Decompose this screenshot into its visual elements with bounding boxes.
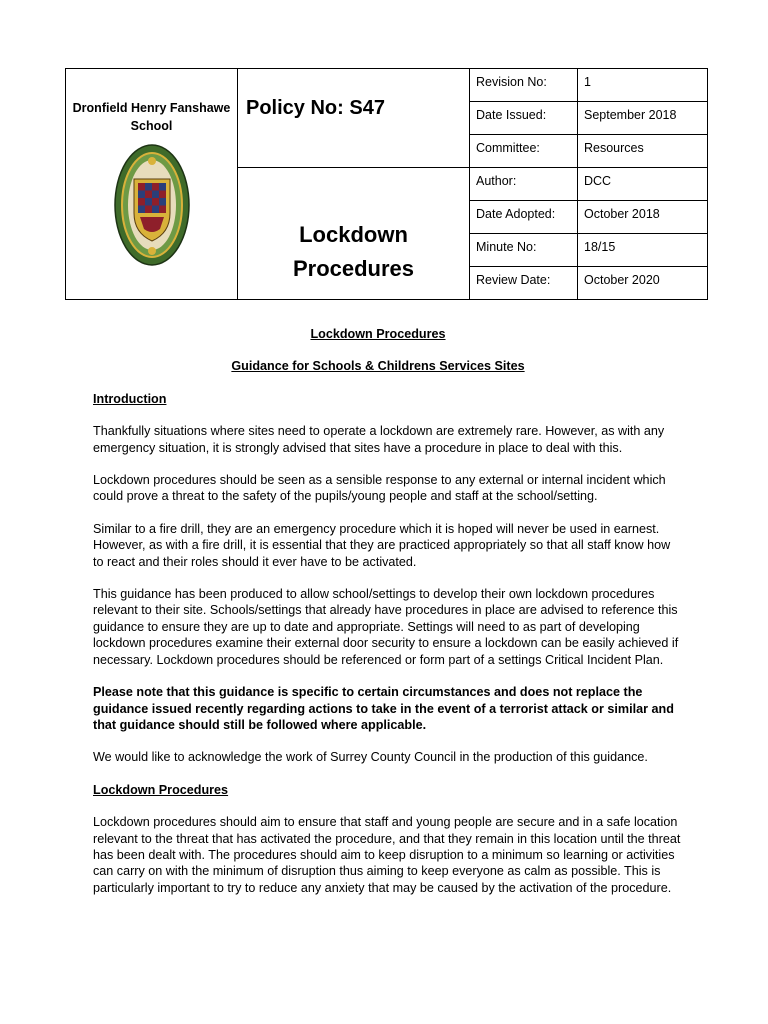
review-date-label: Review Date: — [470, 267, 578, 300]
intro-paragraph-3: Similar to a fire drill, they are an emergency procedure which it is hoped will never be used in earnest. However, as with a fire drill, it is essential that they are practiced appropriately so that all staff know how to react and their roles should it ever have to be activated. — [93, 521, 671, 569]
author-value: DCC — [578, 168, 708, 201]
date-adopted-label: Date Adopted: — [470, 201, 578, 234]
date-issued-value: September 2018 — [578, 102, 708, 135]
revision-value: 1 — [578, 69, 708, 102]
review-date-value: October 2020 — [578, 267, 708, 300]
date-adopted-value: October 2018 — [578, 201, 708, 234]
important-note: Please note that this guidance is specific to certain circumstances and does not replace the guidance issued recently regarding actions to take in the event of a terrorist attack or similar and that guidance should still be followed where applicable. — [93, 685, 674, 732]
minute-no-label: Minute No: — [470, 234, 578, 267]
committee-value: Resources — [578, 135, 708, 168]
author-label: Author: — [470, 168, 578, 201]
document-title: Lockdown Procedures — [310, 327, 446, 341]
school-crest-icon — [66, 143, 237, 270]
policy-title: Lockdown Procedures — [292, 221, 415, 281]
committee-label: Committee: — [470, 135, 578, 168]
revision-label: Revision No: — [470, 69, 578, 102]
document-subtitle: Guidance for Schools & Childrens Services Sites — [231, 359, 525, 374]
procedures-paragraph: Lockdown procedures should aim to ensure that staff and young people are secure and in a safe location relevant to the threat that has activated the procedure, and that they remain in this location until the threat has been dealt with. The procedures should aim to keep disruption to a minimum so learning or activities can carry on with the minimum of disruption thus aiming to keep everyone as calm as possible. This is particularly important to try to reduce any anxiety that may be caused by the activation of the procedure. — [93, 815, 681, 895]
introduction-heading: Introduction — [93, 391, 167, 406]
policy-number: Policy No: S47 — [246, 97, 385, 119]
policy-title-cell — [238, 168, 470, 300]
policy-header-table — [65, 68, 708, 300]
intro-paragraph-1: Thankfully situations where sites need to operate a lockdown are extremely rare. However, as with any emergency situation, it is strongly advised that sites have a procedure in place to deal with this. — [93, 424, 665, 455]
acknowledgement: We would like to acknowledge the work of Surrey County Council in the production of this guidance. — [93, 750, 648, 765]
school-cell — [66, 69, 238, 300]
intro-paragraph-4: This guidance has been produced to allow school/settings to develop their own lockdown procedures relevant to their site. Schools/settings that already have procedures in place are advised to reference this guidance to ensure they are up to date and appropriate. Settings will need to as part of developing lockdown procedures examine their external door security to ensure a lockdown can be easily achieved if necessary. Lockdown procedures should be referenced or form part of a settings Critical Incident Plan. — [93, 587, 679, 667]
intro-paragraph-2: Lockdown procedures should be seen as a sensible response to any external or internal incident which could prove a threat to the safety of the pupils/young people and staff at the school/setting. — [93, 473, 666, 504]
document-body — [93, 326, 683, 912]
policy-number-cell — [238, 69, 470, 168]
procedures-heading: Lockdown Procedures — [93, 782, 229, 797]
minute-no-value: 18/15 — [578, 234, 708, 267]
school-name: Dronfield Henry Fanshawe School — [72, 101, 231, 133]
date-issued-label: Date Issued: — [470, 102, 578, 135]
